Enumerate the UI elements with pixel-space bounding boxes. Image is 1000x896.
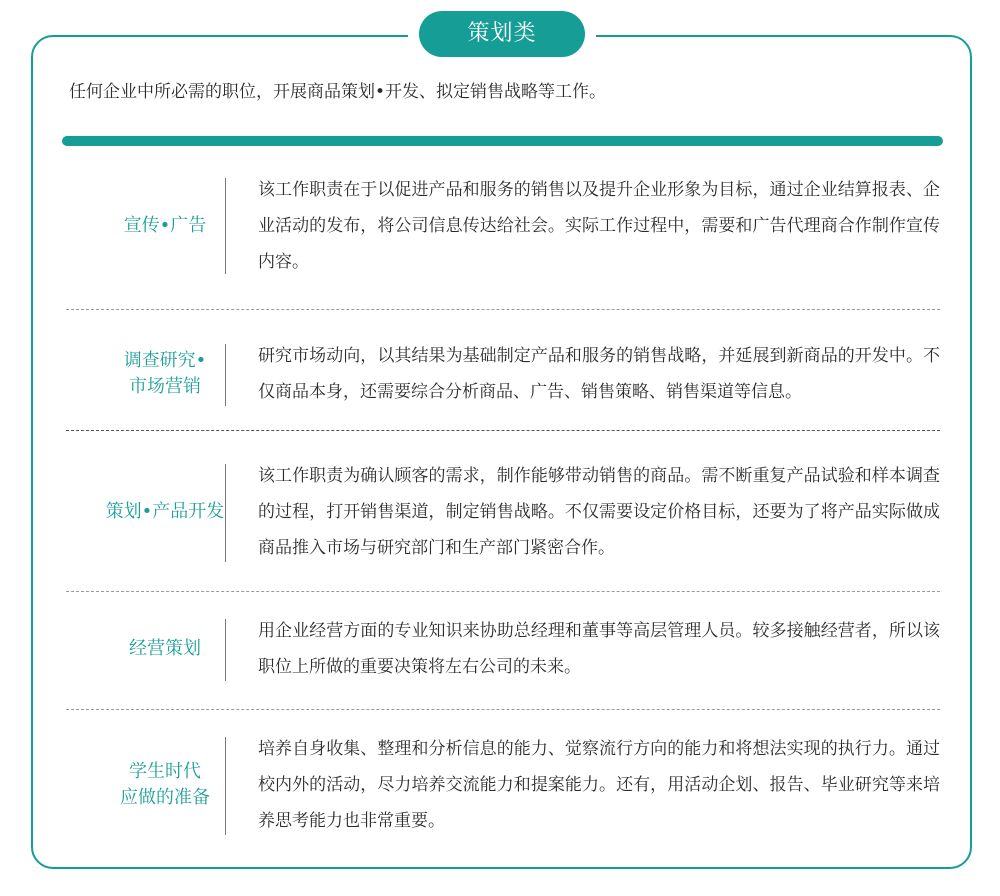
- row-divider: [66, 709, 940, 710]
- list-item-product-development: [66, 458, 940, 566]
- row-divider: [66, 309, 940, 310]
- row-separator: [225, 344, 226, 406]
- row-separator: [225, 464, 226, 562]
- list-item-business-planning: [66, 613, 940, 685]
- row-label-line: 市场营销: [129, 376, 201, 397]
- row-separator: [225, 619, 226, 681]
- header-divider-bar: [62, 136, 943, 146]
- row-label: [66, 338, 264, 410]
- row-label-line: 调查研究•: [123, 350, 207, 371]
- row-divider: [66, 591, 940, 592]
- row-label: [66, 613, 264, 685]
- row-label: [66, 731, 264, 839]
- row-label: [66, 458, 264, 566]
- list-item-research-marketing: [66, 338, 940, 410]
- row-description: 用企业经营方面的专业知识来协助总经理和董事等高层管理人员。较多接触经营者，所以该职位上所做的重要决策将左右公司的未来。: [258, 621, 940, 677]
- row-label-line: 应做的准备: [120, 787, 210, 808]
- row-separator: [225, 737, 226, 835]
- row-description: 该工作职责在于以促进产品和服务的销售以及提升企业形象为目标，通过企业结算报表、企业活动的发布，将公司信息传达给社会。实际工作过程中，需要和广告代理商合作制作宣传内容。: [258, 180, 940, 272]
- list-item-advertising: [66, 172, 940, 280]
- row-label: [66, 172, 264, 280]
- row-label-line: 经营策划: [129, 638, 201, 659]
- row-label-line: 学生时代: [129, 761, 201, 782]
- row-description: 培养自身收集、整理和分析信息的能力、觉察流行方向的能力和将想法实现的执行力。通过校内外的活动，尽力培养交流能力和提案能力。还有，用活动企划、报告、毕业研究等来培养思考能力也非常重要。: [258, 739, 940, 831]
- row-label-line: 宣传•广告: [123, 215, 207, 236]
- intro-text: 任何企业中所必需的职位，开展商品策划•开发、拟定销售战略等工作。: [69, 82, 607, 102]
- row-divider: [66, 430, 940, 431]
- row-separator: [225, 178, 226, 274]
- row-label-line: 策划•产品开发: [105, 501, 225, 522]
- section-title-badge: 策划类: [419, 11, 585, 57]
- list-item-student-preparation: [66, 731, 940, 839]
- row-description: 该工作职责为确认顾客的需求，制作能够带动销售的商品。需不断重复产品试验和样本调查的过程，打开销售渠道，制定销售战略。不仅需要设定价格目标，还要为了将产品实际做成商品推入市场与研究部门和生产部门紧密合作。: [258, 466, 940, 558]
- row-description: 研究市场动向，以其结果为基础制定产品和服务的销售战略，并延展到新商品的开发中。不仅商品本身，还需要综合分析商品、广告、销售策略、销售渠道等信息。: [258, 346, 940, 402]
